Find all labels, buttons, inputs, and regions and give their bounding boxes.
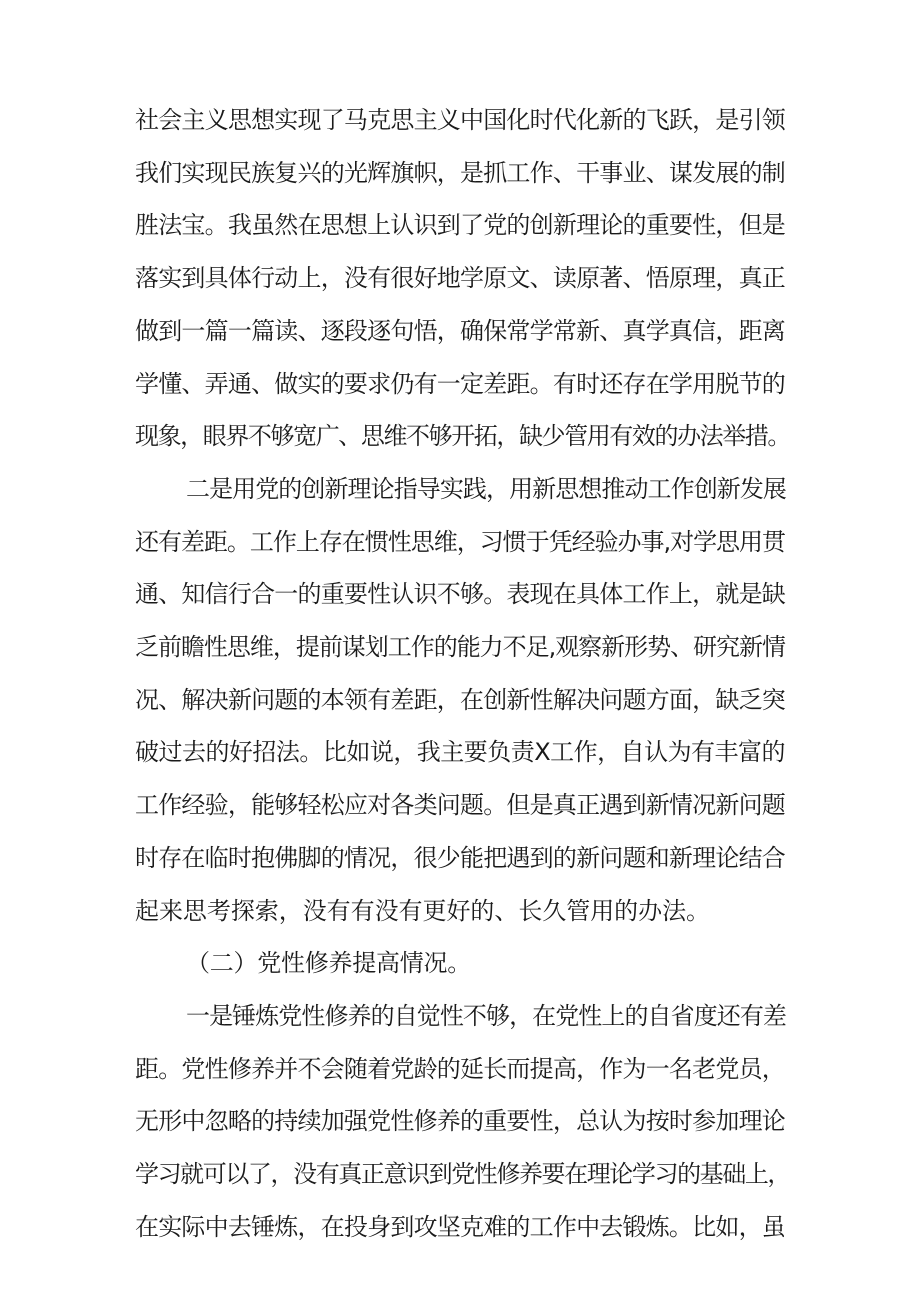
text-line: 落实到具体行动上，没有很好地学原文、读原著、悟原理，真正 (135, 264, 785, 293)
text-line: 现象，眼界不够宽广、思维不够开拓，缺少管用有效的办法举措。 (135, 422, 790, 451)
text-line: 我们实现民族复兴的光辉旗帜，是抓工作、干事业、谋发展的制 (135, 158, 785, 187)
text-line: 起来思考探索，没有有没有更好的、长久管用的办法。 (135, 896, 710, 925)
text-line: 破过去的好招法。比如说，我主要负责X工作，自认为有丰富的 (135, 738, 785, 767)
text-line: 乏前瞻性思维，提前谋划工作的能力不足,观察新形势、研究新情 (135, 633, 785, 661)
text-line: 做到一篇一篇读、逐段逐句悟，确保常学常新、真学真信，距离 (135, 316, 785, 345)
text-line: 学懂、弄通、做实的要求仍有一定差距。有时还存在学用脱节的 (135, 369, 785, 398)
text-line: 一是锤炼党性修养的自觉性不够，在党性上的自省度还有差 (186, 1001, 786, 1030)
text-line: 社会主义思想实现了马克思主义中国化时代化新的飞跃，是引领 (135, 106, 785, 134)
text-line: 距。党性修养并不会随着党龄的延长而提高，作为一名老党员， (135, 1054, 785, 1083)
text-line: 无形中忽略的持续加强党性修养的重要性，总认为按时参加理论 (135, 1107, 785, 1136)
text-line: 在实际中去锤炼，在投身到攻坚克难的工作中去锻炼。比如，虽 (135, 1212, 785, 1241)
text-line: 学习就可以了，没有真正意识到党性修养要在理论学习的基础上， (135, 1160, 790, 1188)
text-line: 况、解决新问题的本领有差距，在创新性解决问题方面，缺乏突 (135, 685, 785, 714)
text-line: 胜法宝。我虽然在思想上认识到了党的创新理论的重要性，但是 (135, 211, 785, 240)
text-line: 工作经验，能够轻松应对各类问题。但是真正遇到新情况新问题 (135, 791, 785, 820)
text-line: 二是用党的创新理论指导实践，用新思想推动工作创新发展 (186, 474, 786, 503)
text-line: 时存在临时抱佛脚的情况，很少能把遇到的新问题和新理论结合 (135, 843, 785, 872)
text-line: 还有差距。工作上存在惯性思维，习惯于凭经验办事,对学思用贯 (135, 527, 785, 556)
section-heading: （二）党性修养提高情况。 (186, 949, 471, 978)
text-line: 通、知信行合一的重要性认识不够。表现在具体工作上，就是缺 (135, 580, 785, 609)
